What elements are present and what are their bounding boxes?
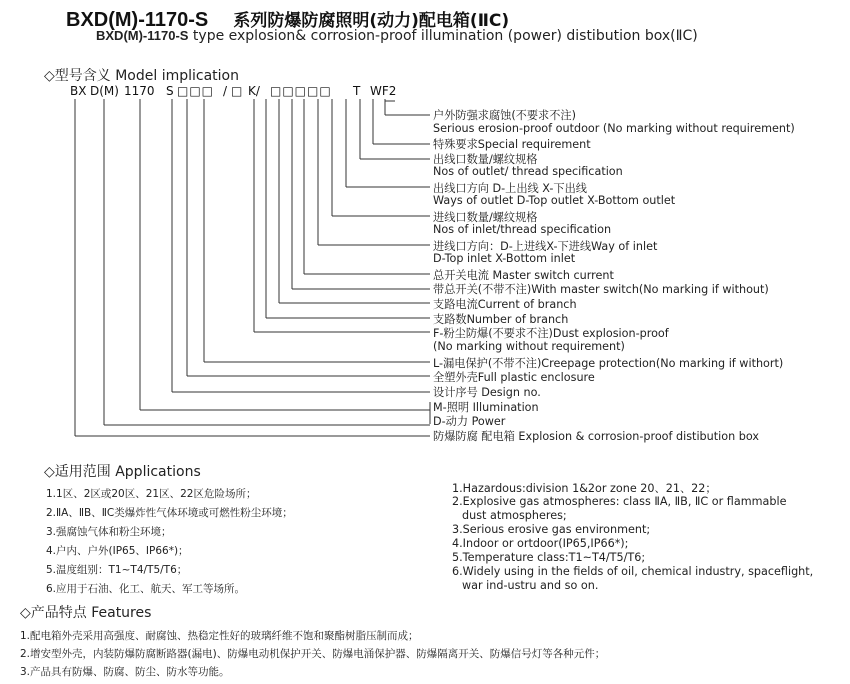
title-cn: 系列防爆防腐照明(动力)配电箱(ⅡC): [233, 11, 510, 31]
model-label: 带总开关(不带不注)With master switch(No marking if without): [433, 283, 769, 296]
model-label: 户外防强求腐蚀(不要求不注): [433, 109, 576, 122]
model-label: 特殊要求Special requirement: [433, 138, 591, 151]
model-heading: ◇型号含义 Model implication: [44, 68, 239, 84]
code-k: K/: [248, 84, 260, 98]
application-en-item: 1.Hazardous:division 1&2or zone 20、21、22；: [452, 482, 717, 495]
code-s: S: [166, 84, 174, 98]
feature-item: 2.增安型外壳，内装防爆防腐断路器(漏电)、防爆电动机保护开关、防爆电涌保护器、防爆隔离开关、防爆信号灯等各种元件；: [20, 648, 606, 660]
code-box2: □: [231, 84, 243, 98]
model-label: D-Top inlet X-Bottom inlet: [433, 252, 576, 265]
subtitle-code: BXD(M)-1170-S: [96, 28, 189, 43]
features-heading: ◇产品特点 Features: [20, 605, 152, 621]
application-cn-item: 3.强腐蚀气体和粉尘环境；: [46, 526, 172, 538]
model-label: 总开关电流 Master switch current: [433, 269, 614, 282]
model-label: 设计序号 Design no.: [433, 386, 541, 399]
application-en-item: 4.Indoor or ortdoor(IP65,IP66*);: [452, 537, 629, 550]
model-label: Nos of outlet/ thread specification: [433, 165, 623, 178]
model-label: L-漏电保护(不带不注)Creepage protection(No marking if withort): [433, 357, 784, 370]
code-bx: BX: [70, 84, 87, 98]
model-label: Nos of inlet/thread specification: [433, 223, 612, 236]
application-en-item: war ind-ustru and so on.: [462, 579, 599, 592]
model-label: Serious erosion-proof outdoor (No marking without requirement): [433, 122, 795, 135]
application-en-item: 6.Widely using in the fields of oil, chemical industry, spaceflight,: [452, 565, 814, 578]
code-num: 1170: [124, 84, 155, 98]
application-en-item: 5.Temperature class:T1~T4/T5/T6;: [452, 551, 646, 564]
title-code: BXD(M)-1170-S: [66, 9, 209, 31]
model-label: 全塑外壳Full plastic enclosure: [433, 371, 595, 384]
code-wf2: WF2: [370, 84, 397, 98]
model-label: Ways of outlet D-Top outlet X-Bottom outlet: [433, 194, 676, 207]
model-label: 进线口方向：D-上进线X-下进线Way of inlet: [433, 240, 658, 253]
model-label: 支路电流Current of branch: [433, 298, 577, 311]
model-label: 支路数Number of branch: [433, 313, 569, 326]
application-cn-item: 1.1区、2区或20区、21区、22区危险场所；: [46, 488, 257, 500]
model-label: M-照明 Illumination: [433, 401, 539, 414]
applications-heading: ◇适用范围 Applications: [44, 464, 201, 480]
feature-item: 3.产品具有防爆、防腐、防尘、防水等功能。: [20, 666, 230, 678]
feature-item: 1.配电箱外壳采用高强度、耐腐蚀、热稳定性好的玻璃纤维不饱和聚酯树脂压制而成；: [20, 630, 419, 642]
model-label: D-动力 Power: [433, 415, 506, 428]
code-dm: D(M): [90, 84, 119, 98]
model-label: 防爆防腐 配电箱 Explosion & corrosion-proof distibution box: [433, 430, 759, 443]
application-cn-item: 5.温度组别：T1~T4/T5/T6；: [46, 564, 188, 576]
application-cn-item: 6.应用于石油、化工、航天、军工等场所。: [46, 583, 246, 595]
application-en-item: dust atmospheres;: [462, 509, 567, 522]
subtitle-en: type explosion& corrosion-proof illumination (power) distibution box(ⅡC): [192, 28, 698, 44]
model-label: 出线口数量/螺纹规格: [433, 153, 538, 166]
application-en-item: 2.Explosive gas atmospheres: class ⅡA, ⅡB, ⅡC or flammable: [452, 495, 787, 508]
model-label: 进线口数量/螺纹规格: [433, 211, 538, 224]
application-cn-item: 2.ⅡA、ⅡB、ⅡC类爆炸性气体环境或可燃性粉尘环境；: [46, 507, 293, 519]
code-boxes3: □□□□□: [270, 84, 332, 98]
code-t: T: [353, 84, 361, 98]
code-boxes1: □□□: [177, 84, 215, 98]
application-cn-item: 4.户内、户外(IP65、IP66*)；: [46, 545, 189, 557]
code-slash1: /: [223, 84, 228, 98]
application-en-item: 3.Serious erosive gas environment;: [452, 523, 651, 536]
model-label: F-粉尘防爆(不要求不注)Dust explosion-proof: [433, 327, 669, 340]
model-label: (No marking without requirement): [433, 340, 625, 353]
model-label: 出线口方向 D-上出线 X-下出线: [433, 182, 587, 195]
